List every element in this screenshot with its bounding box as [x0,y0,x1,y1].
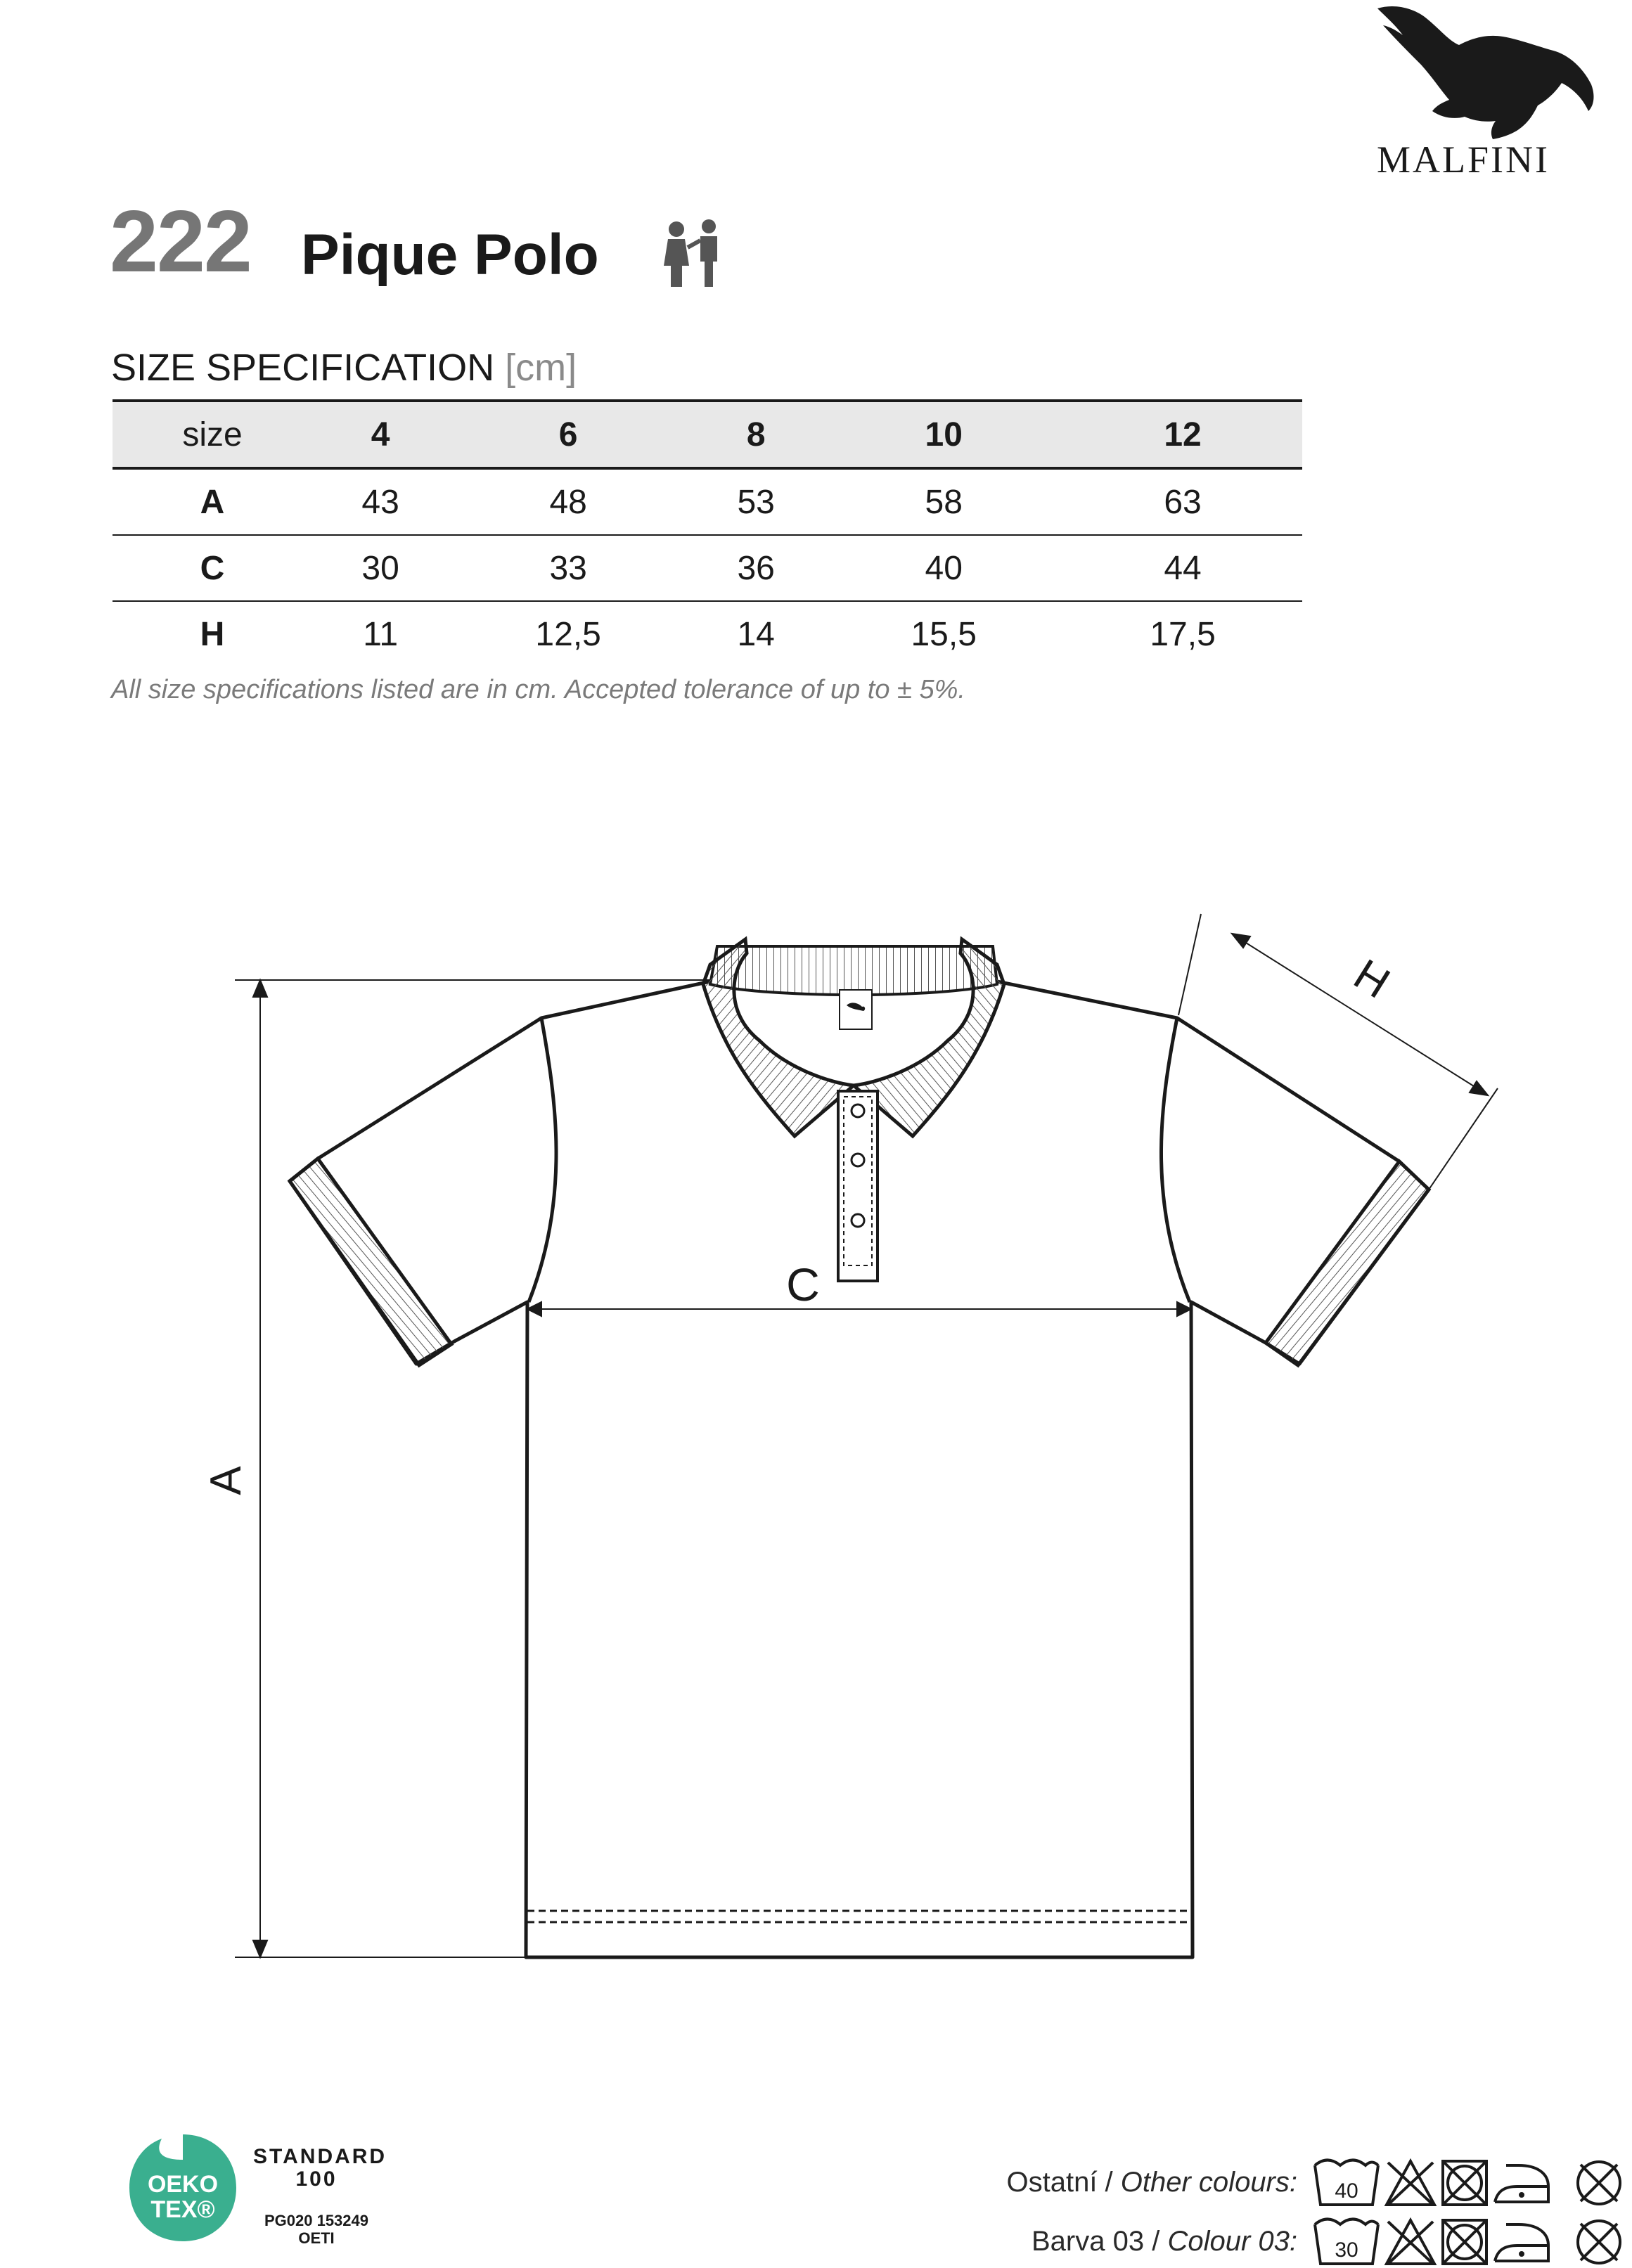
wash-temp-colour03: 30 [1335,2238,1358,2262]
size-table [113,399,1302,666]
row-label: A [200,483,225,521]
cert-code: PG020 153249 [264,2212,369,2229]
product-number: 222 [110,193,251,290]
table-cell: 53 [737,483,775,521]
size-col: 4 [371,415,390,453]
table-cell: 11 [363,615,399,653]
no-bleach-icon [1387,2220,1434,2264]
wash-temp-other: 40 [1335,2179,1358,2203]
oeko-line2: TEX® [150,2196,215,2223]
oeko-line1: OEKO [147,2171,219,2198]
no-dry-clean-icon [1578,2221,1620,2263]
product-name: Pique Polo [301,223,599,287]
other-colours-label: Ostatní / Other colours: [1006,2167,1297,2198]
spec-unit: [cm] [505,347,577,389]
oeko-cert [253,2212,380,2248]
oeko-tex-logo [127,2132,239,2244]
cert-issuer: OETI [298,2229,335,2248]
row-label: C [200,549,225,587]
spec-title [111,349,577,387]
label-a: A [202,1466,250,1495]
table-cell: 15,5 [911,615,977,653]
colour03-label: Barva 03 / Colour 03: [1031,2226,1297,2257]
table-cell: 40 [925,549,963,587]
table-header-row [113,401,1302,468]
table-cell: 17,5 [1150,615,1216,653]
no-tumble-dry-icon [1443,2220,1486,2264]
table-cell: 12,5 [535,615,601,653]
polo-drawing [0,844,1632,1997]
table-row [113,468,1302,535]
table-row [113,535,1302,601]
table-cell: 30 [361,549,399,587]
spec-title-text: SIZE SPECIFICATION [111,347,495,389]
colour03-cz: Barva 03 [1031,2226,1145,2257]
standard-line1: STANDARD [253,2145,387,2168]
other-colours-en: Other colours: [1120,2167,1297,2198]
other-colours-cz: Ostatní [1006,2167,1098,2198]
label-c: C [786,1258,820,1310]
oeko-standard [253,2145,387,2191]
size-col: 12 [1164,415,1202,453]
no-bleach-icon [1387,2161,1434,2205]
table-cell: 33 [549,549,587,587]
label-h: H [1345,950,1399,1008]
table-cell: 63 [1164,483,1202,521]
size-col: 6 [558,415,578,453]
table-cell: 36 [737,549,775,587]
table-cell: 44 [1164,549,1202,587]
care-symbols-other [1313,2156,1627,2209]
table-cell: 58 [925,483,963,521]
care-symbols-colour03 [1313,2215,1627,2268]
no-dry-clean-icon [1578,2162,1620,2204]
table-row [113,601,1302,666]
table-cell: 14 [737,615,775,653]
brand-name: MALFINI [1377,138,1550,181]
size-header: size [182,415,243,453]
standard-line2: 100 [295,2167,338,2191]
table-cell: 48 [549,483,587,521]
no-tumble-dry-icon [1443,2161,1486,2205]
row-label: H [200,615,225,653]
colour03-en: Colour 03: [1167,2226,1297,2257]
kids-icon [661,219,724,290]
tolerance-note: All size specifications listed are in cm. Accepted tolerance of up to ± 5%. [111,675,965,704]
table-cell: 43 [361,483,399,521]
size-col: 10 [925,415,963,453]
size-col: 8 [746,415,766,453]
